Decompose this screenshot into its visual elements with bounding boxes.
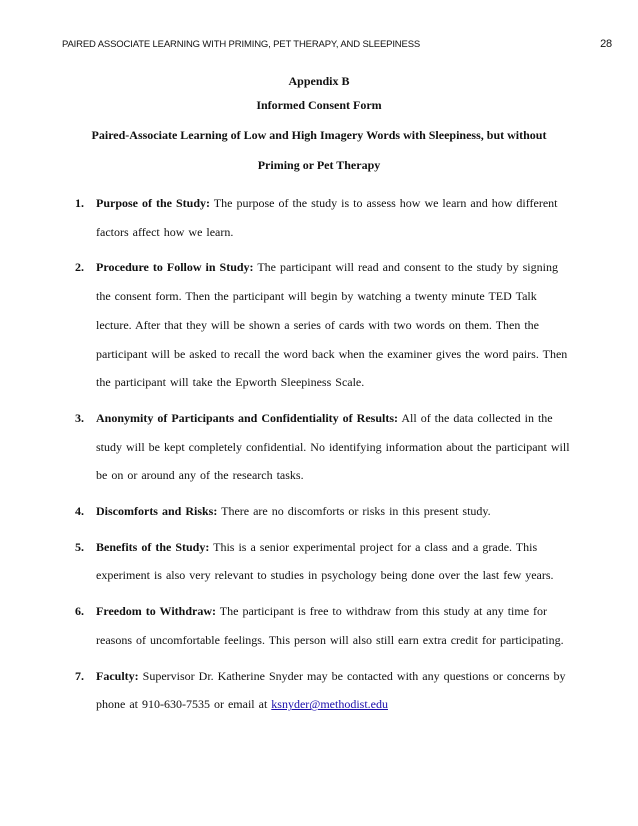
title-block [40,70,598,178]
item-label: Discomforts and Risks: [96,504,218,519]
form-name-heading: Informed Consent Form [256,98,382,112]
list-item [75,497,572,526]
item-number: 2. [75,260,84,275]
item-paragraph [96,253,572,397]
faculty-email-link[interactable]: ksnyder@methodist.edu [271,697,388,712]
item-label: Faculty: [96,668,139,683]
item-number: 7. [75,668,84,683]
item-text: Supervisor Dr. Katherine Snyder may be contacted with any questions or concerns by phone at 910-630-7535 or email at [96,668,566,712]
item-text: There are no discomforts or risks in this present study. [217,504,491,519]
consent-items-list [75,189,572,726]
item-paragraph [96,404,572,490]
item-text: This is a senior experimental project for a class and a grade. This experiment is also very relevant to studies in psychology being done over the last few years. [96,539,554,583]
item-paragraph [96,497,572,526]
item-number: 4. [75,504,84,519]
study-title-line-2: Priming or Pet Therapy [257,158,381,172]
running-head [62,36,612,52]
page-number: 28 [600,38,612,50]
item-label: Anonymity of Participants and Confidentiality of Results: [96,410,399,425]
item-paragraph [96,662,572,719]
list-item [75,533,572,590]
item-text: The purpose of the study is to assess how we learn and how different factors affect how we learn. [96,196,558,239]
appendix-heading: Appendix B [288,74,350,88]
list-item [75,253,572,397]
item-label: Procedure to Follow in Study: [96,260,254,275]
list-item [75,189,572,246]
list-item [75,597,572,654]
item-number: 1. [75,196,84,210]
item-label: Freedom to Withdraw: [96,604,216,619]
item-number: 5. [75,539,84,554]
item-paragraph [96,597,572,654]
item-paragraph [96,189,572,246]
item-label: Benefits of the Study: [96,539,210,554]
list-item [75,662,572,719]
item-text: All of the data collected in the study will be kept completely confidential. No identifying information about the participant will be on or around any of the research tasks. [96,410,570,483]
item-number: 3. [75,410,84,425]
item-text: The participant will read and consent to the study by signing the consent form. Then the participant will begin by watching a twenty minute TED Talk lecture. After that they will be shown a series of cards with two words on them. Then the participant will be asked to recall the word back when the examiner gives the word pairs. Then the participant will take the Epworth Sleepiness Scale. [96,260,568,390]
item-paragraph [96,533,572,590]
item-number: 6. [75,604,84,619]
running-head-title: PAIRED ASSOCIATE LEARNING WITH PRIMING, PET THERAPY, AND SLEEPINESS [62,38,421,50]
list-item [75,404,572,490]
item-label: Purpose of the Study: [96,196,211,210]
item-text: The participant is free to withdraw from this study at any time for reasons of uncomfortable feelings. This person will also still earn extra credit for participating. [96,604,564,647]
study-title-line-1: Paired-Associate Learning of Low and High Imagery Words with Sleepiness, but without [91,128,547,142]
